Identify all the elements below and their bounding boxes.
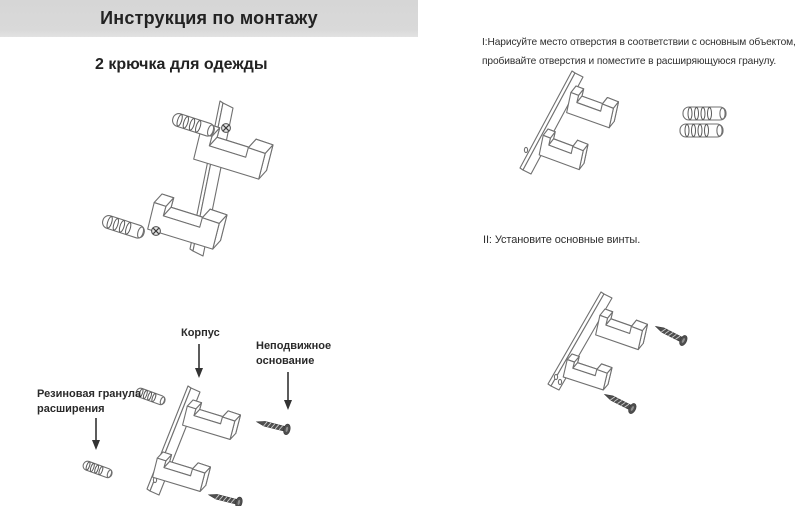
expansion-anchor-icon bbox=[171, 112, 216, 138]
clothes-hook-icon bbox=[563, 354, 612, 390]
clothes-hook-icon bbox=[596, 309, 648, 350]
mounting-screw-icon bbox=[207, 490, 243, 506]
arrow-down-icon bbox=[195, 344, 203, 378]
clothes-hook-icon bbox=[539, 129, 588, 170]
header-bar bbox=[0, 0, 418, 37]
screw-head-cross-icon bbox=[222, 124, 231, 133]
expansion-anchor-icon bbox=[82, 460, 113, 479]
page-title: Инструкция по монтажу bbox=[100, 8, 318, 28]
step2-text: II: Установите основные винты. bbox=[483, 234, 641, 246]
arrow-down-icon bbox=[284, 372, 292, 410]
clothes-hook-icon bbox=[148, 194, 227, 249]
callout-arrows bbox=[30, 340, 310, 460]
arrow-down-icon bbox=[92, 418, 100, 450]
mounting-screw-icon bbox=[602, 390, 637, 415]
expansion-anchor-icon bbox=[683, 107, 726, 120]
expansion-anchor-icon bbox=[101, 214, 146, 240]
callout-body-label: Корпус bbox=[181, 327, 220, 339]
screw-head-cross-icon bbox=[152, 227, 161, 236]
clothes-hook-icon bbox=[567, 86, 619, 128]
product-subtitle: 2 крючка для одежды bbox=[95, 56, 268, 73]
expansion-anchor-icon bbox=[680, 124, 723, 137]
callout-fixed-base-label: Неподвижное основание bbox=[256, 340, 332, 367]
mounting-screw-icon bbox=[653, 322, 688, 347]
step1-text: I:Нарисуйте место отверстия в соответствии с основным объектом, пробивайте отверстия и поместите в расширяющуюся гранулу. bbox=[482, 37, 796, 67]
step2-diagram bbox=[540, 285, 750, 415]
overview-assembly-diagram bbox=[70, 85, 320, 270]
callout-granule-label: Резиновая гранула расширения bbox=[37, 388, 142, 415]
step1-diagram bbox=[500, 70, 750, 182]
